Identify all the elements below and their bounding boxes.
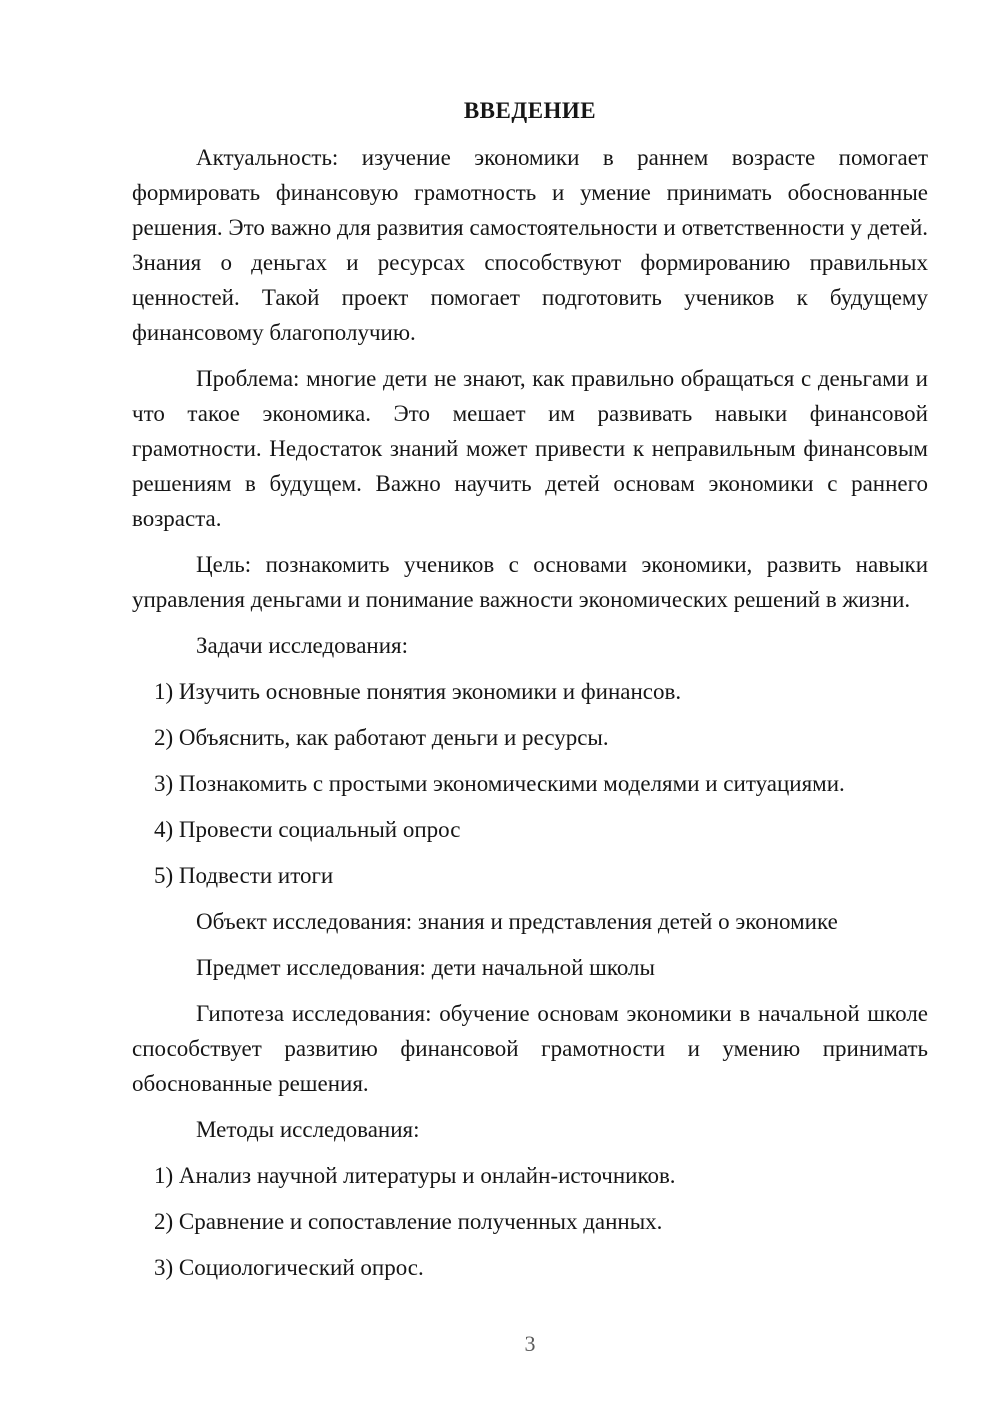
task-item-4: 4) Провести социальный опрос xyxy=(154,817,461,842)
tasks-heading: Задачи исследования: xyxy=(196,633,409,658)
task-item-2: 2) Объяснить, как работают деньги и ресурсы. xyxy=(154,725,609,750)
paragraph-goal: Цель: познакомить учеников с основами экономики, развить навыки управления деньгами и понимание важности экономических решений в жизни. xyxy=(132,552,928,612)
document-title: ВВЕДЕНИЕ xyxy=(463,98,597,123)
page-content xyxy=(132,93,928,1296)
method-item-2: 2) Сравнение и сопоставление полученных данных. xyxy=(154,1209,663,1234)
paragraph-subject: Предмет исследования: дети начальной школы xyxy=(196,955,655,980)
task-item-1: 1) Изучить основные понятия экономики и финансов. xyxy=(154,679,682,704)
method-item-1: 1) Анализ научной литературы и онлайн-источников. xyxy=(154,1163,676,1188)
task-item-3: 3) Познакомить с простыми экономическими моделями и ситуациями. xyxy=(154,771,845,796)
paragraph-problem: Проблема: многие дети не знают, как правильно обращаться с деньгами и что такое экономика. Это мешает им развивать навыки финансовой грамотности. Недостаток знаний может привести к неправильным финансовым решениям в будущем. Важно научить детей основам экономики с раннего возраста. xyxy=(132,366,928,531)
methods-heading: Методы исследования: xyxy=(196,1117,420,1142)
task-item-5: 5) Подвести итоги xyxy=(154,863,334,888)
paragraph-object: Объект исследования: знания и представления детей о экономике xyxy=(196,909,838,934)
paragraph-hypothesis: Гипотеза исследования: обучение основам экономики в начальной школе способствует развитию финансовой грамотности и умению принимать обоснованные решения. xyxy=(132,1001,928,1096)
page-number: 3 xyxy=(524,1331,536,1356)
paragraph-relevance: Актуальность: изучение экономики в раннем возрасте помогает формировать финансовую грамотность и умение принимать обоснованные решения. Это важно для развития самостоятельности и ответственности у детей. Знания о деньгах и ресурсах способствуют формированию правильных ценностей. Такой проект помогает подготовить учеников к будущему финансовому благополучию. xyxy=(132,145,928,345)
method-item-3: 3) Социологический опрос. xyxy=(154,1255,424,1280)
